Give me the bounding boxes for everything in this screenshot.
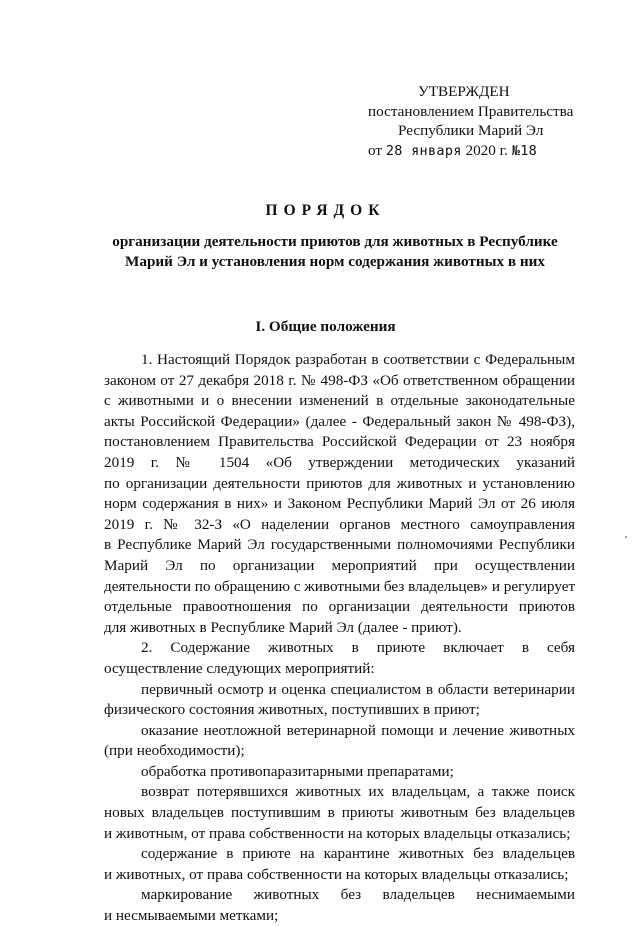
document-title: ПОРЯДОК	[265, 202, 386, 219]
text-line: 2019 г. № 1504 «Об утверждении методических указаний	[104, 453, 575, 471]
approval-date-prefix: от	[368, 141, 383, 159]
approval-number: №18	[511, 142, 538, 159]
text-line: для животных в Республике Марий Эл (далее - приют).	[104, 618, 462, 636]
document-subtitle: организации деятельности приютов для животных в Республике Марий Эл и установления норм содержания животных в них	[112, 233, 558, 270]
text-line: постановлением Правительства Российской Федерации от 23 ноября	[104, 433, 575, 451]
text-line: маркирование животных без владельцев неснимаемыми	[141, 886, 575, 904]
text-line: отдельные правоотношения по организации деятельности приютов	[104, 598, 575, 616]
text-line: обработка противопаразитарными препаратами;	[141, 762, 454, 780]
text-line: Марий Эл по организации мероприятий при осуществлении	[104, 556, 575, 574]
text-line: содержание в приюте на карантине животных без владельцев	[141, 845, 575, 863]
approval-line-date	[360, 141, 590, 162]
text-line: 2. Содержание животных в приюте включает в себя	[141, 639, 575, 657]
text-line: законом от 27 декабря 2018 г. № 498-ФЗ «Об ответственном обращении	[104, 371, 575, 389]
text-line: осуществление следующих мероприятий:	[104, 659, 375, 677]
text-line: деятельности по обращению с животными без владельцев» и регулирует	[104, 577, 576, 595]
text-line: физического состояния животных, поступивших в приют;	[104, 701, 480, 719]
text-line: и животным, от права собственности на которых владельцы отказались;	[104, 824, 571, 842]
text-line: 2019 г. № 32-З «О наделении органов местного самоуправления	[104, 515, 575, 533]
text-line: и несмываемыми метками;	[104, 907, 279, 925]
text-line: возврат потерявшихся животных их владельцам, а также поиск	[141, 783, 575, 801]
approval-date-year: 2020 г.	[465, 141, 508, 159]
text-line: первичный осмотр и оценка специалистом в области ветеринарии	[141, 680, 575, 698]
text-line: акты Российской Федерации» (далее - Федеральный закон № 498-ФЗ),	[104, 412, 575, 430]
document-body	[104, 350, 575, 927]
approval-stamp	[360, 82, 590, 161]
text-line: с животными и о внесении изменений в отдельные законодательные	[104, 392, 575, 410]
approval-line-republic: Республики Марий Эл	[398, 122, 544, 139]
text-line: новых владельцев поступившим в приюты животным без владельцев	[104, 804, 575, 822]
section-heading: I. Общие положения	[255, 318, 396, 335]
scan-speck	[625, 536, 627, 538]
text-line: в Республике Марий Эл государственными полномочиями Республики	[104, 536, 575, 554]
text-line: и животных, от права собственности на которых владельцы отказались;	[104, 865, 569, 883]
text-line: 1. Настоящий Порядок разработан в соответствии с Федеральным	[141, 351, 575, 368]
approval-line-approved: УТВЕРЖДЕН	[418, 83, 510, 100]
paragraph-1	[104, 350, 575, 638]
text-line: норм содержания в них» и Законом Республики Марий Эл от 26 июля	[104, 495, 575, 513]
approval-date-handwritten: 28 января	[385, 142, 462, 159]
text-line: по организации деятельности приютов для животных и установлению	[104, 474, 575, 492]
text-line: (при необходимости);	[104, 742, 245, 760]
approval-line-resolution: постановлением Правительства	[368, 102, 574, 120]
paragraph-2	[104, 638, 575, 926]
text-line: оказание неотложной ветеринарной помощи и лечение животных	[141, 721, 575, 739]
